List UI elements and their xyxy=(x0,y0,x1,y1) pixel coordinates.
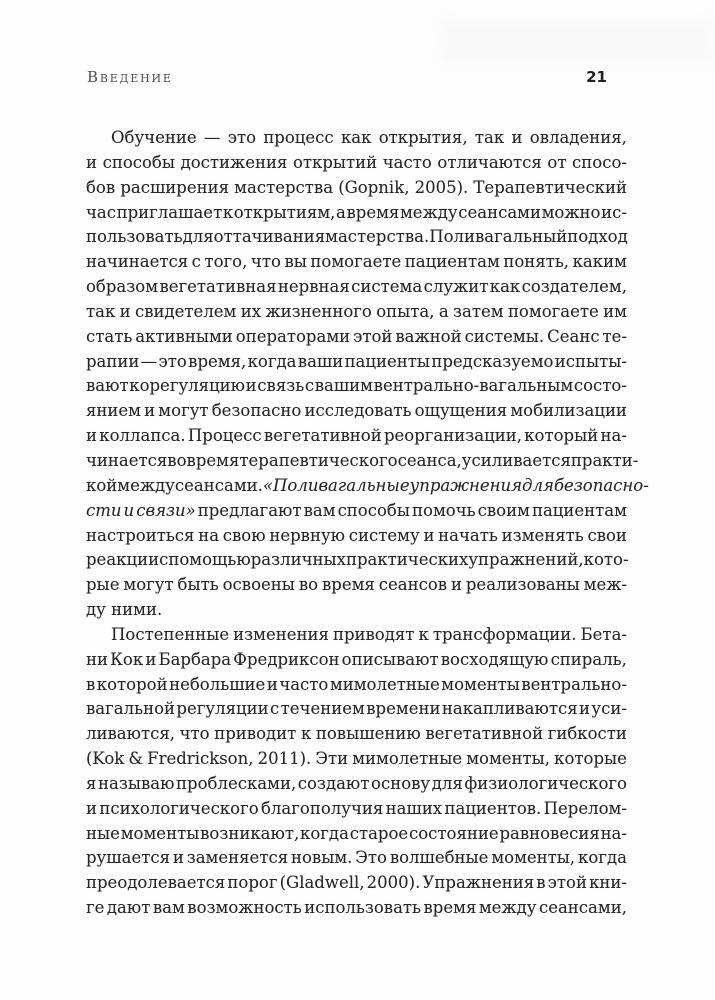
text-line: я называю проблесками, создают основу для физиологического xyxy=(86,773,627,793)
text-line: так и свидетелем их жизненного опыта, а затем помогаете им xyxy=(86,301,627,321)
text-line: настроиться на свою нервную систему и начать изменять свои xyxy=(86,525,627,545)
text-line: в которой небольшие и часто мимолетные моменты вентрально- xyxy=(86,674,627,694)
text-line: и способы достижения открытий часто отличаются от спосо- xyxy=(86,152,627,172)
text-line: час приглашает к открытиям, а время между сеансами можно ис- xyxy=(86,202,627,222)
page-number: 21 xyxy=(586,68,607,86)
text-line: рые могут быть освоены во время сеансов и реализованы меж- xyxy=(86,575,627,595)
text-line: стать активными операторами этой важной системы. Сеанс те- xyxy=(86,326,627,346)
text-line: и коллапса. Процесс вегетативной реорганизации, который на- xyxy=(86,426,627,446)
text-line: Постепенные изменения приводят к трансформации. Бета- xyxy=(111,624,627,644)
running-head: Введение xyxy=(87,68,173,86)
text-line: ни Кок и Барбара Фредриксон описывают восходящую спираль, xyxy=(86,649,627,669)
text-line: Обучение — это процесс как открытия, так и овладения, xyxy=(111,128,627,147)
text-line: сти и связи» предлагают вам способы помочь своим пациентам xyxy=(86,500,627,520)
text-line: вагальной регуляции с течением времени накапливаются и уси- xyxy=(86,699,627,719)
text-line: и психологического благополучия наших пациентов. Перелом- xyxy=(86,798,627,818)
text-line: кой между сеансами. «Поливагальные упражнения для безопасно- xyxy=(86,475,649,495)
page-header xyxy=(87,68,627,86)
text-line: преодолевается порог (Gladwell, 2000). Упражнения в этой кни- xyxy=(86,873,627,893)
text-line: ду ними. xyxy=(86,600,163,620)
text-line: (Kok & Fredrickson, 2011). Эти мимолетные моменты, которые xyxy=(86,749,627,769)
text-line: янием и могут безопасно исследовать ощущения мобилизации xyxy=(86,401,627,421)
page-body xyxy=(86,126,649,921)
text-line: вают корегуляцию и связь с вашим вентрально-вагальным состо- xyxy=(86,376,627,396)
text-line: ге дают вам возможность использовать время между сеансами, xyxy=(86,898,627,918)
text-line: бов расширения мастерства (Gopnik, 2005). Терапевтический xyxy=(86,177,627,197)
text-line: начинается с того, что вы помогаете пациентам понять, каким xyxy=(86,252,627,272)
text-line: ные моменты возникают, когда старое состояние равновесия на- xyxy=(86,823,627,843)
text-line: реакции с помощью различных практических упражнений, кото- xyxy=(86,550,629,570)
text-line: рапии — это время, когда ваши пациенты предсказуемо испыты- xyxy=(86,351,627,371)
text-line: образом вегетативная нервная система служит как создателем, xyxy=(86,277,627,297)
text-line: пользовать для оттачивания мастерства. Поливагальный подход xyxy=(86,227,628,247)
text-line: ливаются, что приводит к повышению вегетативной гибкости xyxy=(86,724,627,744)
scan-artifact xyxy=(440,20,715,62)
text-line: рушается и заменяется новым. Это волшебные моменты, когда xyxy=(86,848,627,868)
text-line: чинается во время терапевтического сеанса, усиливается практи- xyxy=(86,450,639,470)
